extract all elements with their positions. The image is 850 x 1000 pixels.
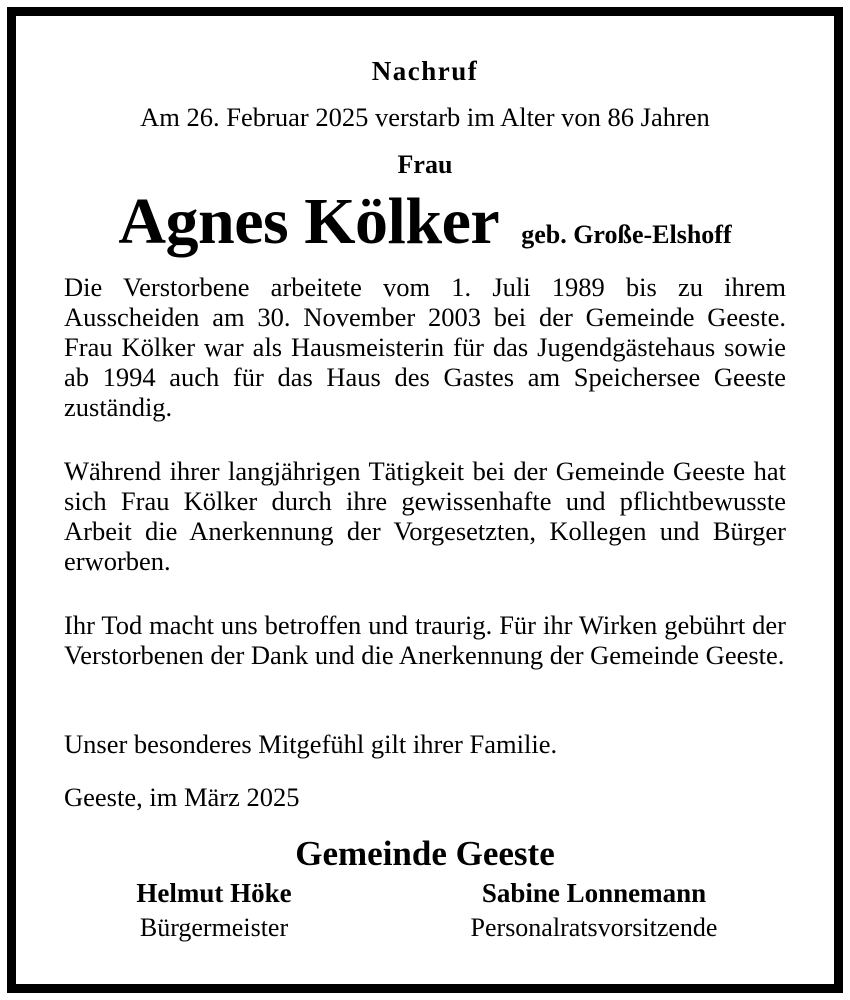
paragraph-sympathy: Unser besonderes Mitgefühl gilt ihrer Familie. xyxy=(64,729,558,759)
paragraph-employment: Die Verstorbene arbeitete vom 1. Juli 1989 bis zu ihrem Ausscheiden am 30. November 2003 bei der Gemeinde Geeste. Frau Kölker war als Hausmeisterin für das Jugendgästehaus sowie ab 1994 auch für das Haus des Gastes am Speichersee Geeste zuständig. xyxy=(64,272,786,422)
place-date: Geeste, im März 2025 xyxy=(64,782,300,812)
obituary-heading: Nachruf xyxy=(371,56,479,86)
birth-name: geb. Große-Elshoff xyxy=(521,220,732,249)
name-row xyxy=(64,184,786,260)
obituary-frame xyxy=(7,7,843,993)
signatory-name: Sabine Lonnemann xyxy=(481,878,707,908)
signatory-role: Personalratsvorsitzende xyxy=(470,913,718,942)
salutation: Frau xyxy=(397,150,453,179)
paragraph-recognition: Während ihrer langjährigen Tätigkeit bei der Gemeinde Geeste hat sich Frau Kölker durch ihre gewissenhafte und pflichtbewusste Arbeit die Anerkennung der Vorgesetzten, Kollegen und Bürger erworben. xyxy=(64,456,786,576)
paragraph-mourning: Ihr Tod macht uns betroffen und traurig. Für ihr Wirken gebührt der Verstorbenen der Dank und die Anerkennung der Gemeinde Geeste. xyxy=(64,610,786,670)
deceased-name: Agnes Kölker xyxy=(118,185,500,258)
organization-name: Gemeinde Geeste xyxy=(295,834,555,873)
signatory-mayor xyxy=(64,876,364,946)
signatory-role: Bürgermeister xyxy=(139,913,289,942)
signatory-name: Helmut Höke xyxy=(136,878,292,908)
signatory-council-chair xyxy=(424,876,764,946)
death-announcement: Am 26. Februar 2025 verstarb im Alter von 86 Jahren xyxy=(140,102,710,132)
